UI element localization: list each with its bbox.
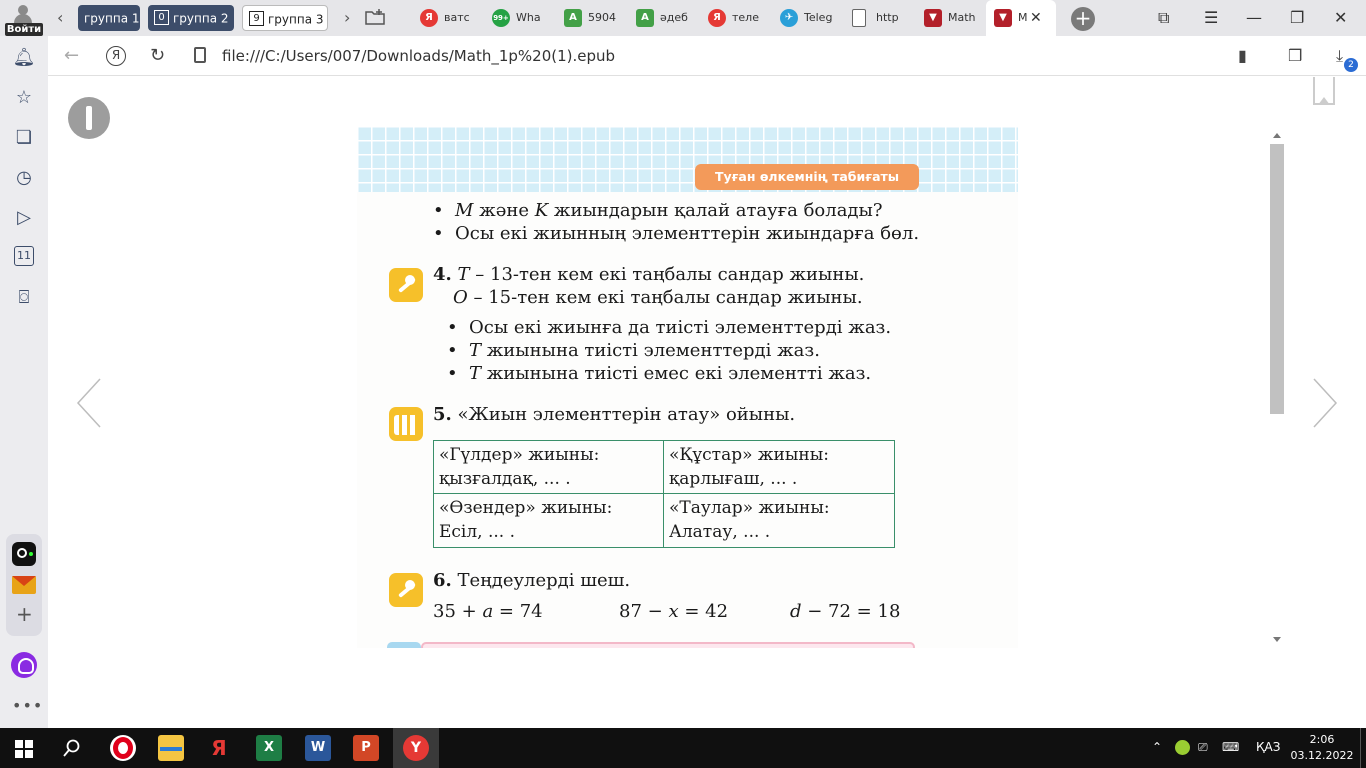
chevron-up-icon[interactable]: ⌃ [1152, 740, 1163, 754]
book-page [357, 126, 1018, 648]
taskbar [0, 728, 1366, 768]
download-badge: 2 [1344, 58, 1358, 72]
word-icon[interactable]: W [305, 735, 331, 761]
app-tray-icon[interactable] [1175, 740, 1190, 755]
table-cell: «Таулар» жиыны: Алатау, ... . [669, 498, 830, 542]
next-task-frame [421, 642, 915, 648]
url-text: file:///C:/Users/007/Downloads/Math_1p%20(1).epub [222, 47, 616, 65]
star-icon[interactable]: ☆ [15, 87, 33, 108]
yandex-browser-icon[interactable]: Y [403, 735, 429, 761]
yandex-icon[interactable]: Я [211, 736, 227, 760]
document-icon [852, 9, 866, 27]
toc-button[interactable] [68, 97, 110, 139]
chapter-title: Туған өлкемнің табиғаты [695, 164, 919, 190]
scroll-thumb[interactable] [1270, 144, 1284, 414]
back-icon[interactable]: ← [64, 45, 80, 66]
chevron-right-icon [1300, 377, 1340, 429]
scroll-up-icon[interactable] [1273, 133, 1281, 138]
tab-current[interactable]: ▼ M ✕ [986, 0, 1056, 36]
bookmark-icon[interactable]: ▮ [1238, 46, 1247, 65]
tabs-overview-icon[interactable]: ⧉ [1158, 8, 1170, 27]
bullet-line: • Осы екі жиынның элементтерін жиындарға бөл. [433, 223, 920, 244]
tab-group-3[interactable]: 9 группа 3 [242, 5, 328, 31]
tab-6[interactable]: ✈ Teleg [772, 0, 840, 36]
counter-icon[interactable]: 11 [14, 246, 34, 266]
bell-icon[interactable]: 🔔︎ [12, 47, 36, 68]
whatsapp-icon: 99+ [492, 9, 510, 27]
yandex-icon: Я [708, 9, 726, 27]
a-icon: A [636, 9, 654, 27]
pin-icon [389, 573, 423, 607]
windows-start-icon[interactable] [15, 740, 33, 758]
profile-button[interactable] [2, 2, 44, 36]
chevron-right-icon[interactable]: › [344, 8, 351, 27]
bullet-line: • T жиынына тиісті емес екі элементті жаз. [447, 363, 872, 384]
app-icon[interactable] [12, 542, 36, 566]
network-icon[interactable]: ⎚ [1198, 740, 1208, 754]
next-page-button[interactable] [1300, 377, 1340, 429]
new-tab-button[interactable]: + [1071, 7, 1095, 31]
close-window-icon[interactable]: ✕ [1334, 8, 1348, 27]
url-field[interactable] [188, 42, 1228, 70]
tab-8[interactable]: ▼ Math [916, 0, 984, 36]
equation: d − 72 = 18 [790, 601, 901, 622]
yandex-icon: Я [420, 9, 438, 27]
tab-7[interactable]: http [844, 0, 912, 36]
table-cell: «Гүлдер» жиыны: қызғалдақ, ... . [434, 441, 664, 494]
opera-icon[interactable] [110, 735, 136, 761]
table-cell: «Құстар» жиыны: қарлығаш, ... . [664, 441, 894, 494]
tab-group-1[interactable]: группа 1 [78, 5, 140, 31]
book-reader-icon: ▼ [924, 9, 942, 27]
scrollbar[interactable] [1270, 130, 1284, 648]
task-4-line-2: O – 15-тен кем екі таңбалы сандар жиыны. [453, 287, 863, 308]
alice-icon[interactable] [11, 652, 37, 678]
search-icon[interactable] [63, 739, 81, 757]
reload-icon[interactable]: ↻ [150, 45, 166, 66]
history-icon[interactable]: ◷ [16, 167, 32, 188]
reader-icon[interactable]: ❒ [1288, 46, 1303, 65]
bullet-line: • Осы екі жиынға да тиісті элементтерді жаз. [447, 317, 892, 338]
bullet-line: • T жиынына тиісті элементтерді жаз. [447, 340, 820, 361]
folder-icon[interactable] [158, 735, 184, 761]
play-icon[interactable]: ▷ [17, 207, 31, 228]
excel-icon[interactable]: X [256, 735, 282, 761]
chevron-left-icon [74, 377, 114, 429]
tab-1[interactable]: Я ватс [412, 0, 480, 36]
language-indicator[interactable]: ҚАЗ [1256, 740, 1281, 754]
telegram-icon: ✈ [780, 9, 798, 27]
equation: 87 − x = 42 [619, 601, 729, 622]
book-reader-icon: ▼ [994, 9, 1012, 27]
add-icon[interactable]: + [16, 602, 33, 626]
page-bookmark-icon[interactable] [1313, 77, 1335, 105]
restore-icon[interactable]: ❐ [1290, 8, 1305, 27]
task-5-line: 5. «Жиын элементтерін атау» ойыны. [433, 404, 796, 425]
game-table [433, 440, 895, 548]
a-icon: A [564, 9, 582, 27]
profile-label: Войти [6, 24, 42, 35]
group-work-icon [389, 407, 423, 441]
show-desktop[interactable] [1360, 728, 1361, 768]
minimize-icon[interactable]: — [1246, 8, 1262, 27]
clock[interactable]: 2:06 03.12.2022 [1290, 733, 1354, 762]
bullet-line: • M және K жиындарын қалай атауға болады? [433, 200, 883, 221]
powerpoint-icon[interactable]: P [353, 735, 379, 761]
collections-icon[interactable]: ❏ [15, 127, 33, 148]
address-bar [48, 36, 1366, 76]
pin-icon [389, 268, 423, 302]
tab-3[interactable]: A 5904 [556, 0, 624, 36]
chevron-left-icon[interactable]: ‹ [57, 8, 64, 27]
camera-icon[interactable]: ⌼ [18, 287, 30, 308]
tab-group-2[interactable]: 0 группа 2 [148, 5, 234, 31]
menu-icon[interactable]: ☰ [1204, 8, 1219, 27]
tab-4[interactable]: A әдеб [628, 0, 696, 36]
equation: 35 + a = 74 [433, 601, 543, 622]
scroll-down-icon[interactable] [1273, 637, 1281, 642]
reader-area [48, 77, 1366, 728]
tab-2[interactable]: 99+ Wha [484, 0, 552, 36]
yandex-logo-icon[interactable]: Я [106, 46, 126, 66]
keyboard-icon[interactable]: ⌨ [1222, 740, 1240, 754]
table-cell: «Өзендер» жиыны: Есіл, ... . [434, 494, 664, 547]
sidebar [0, 36, 48, 728]
task-4-line-1: 4. T – 13-тен кем екі таңбалы сандар жиыны. [433, 264, 865, 285]
download-icon[interactable]: ⤓ [1336, 46, 1344, 65]
file-icon [194, 47, 206, 63]
prev-page-button[interactable] [74, 377, 114, 429]
task-6-line: 6. Теңдеулерді шеш. [433, 570, 631, 591]
tab-strip [0, 0, 1366, 36]
new-group-icon[interactable] [364, 8, 386, 26]
sidebar-apps [6, 534, 42, 636]
task-icon-partial [387, 642, 421, 648]
close-tab-icon[interactable]: ✕ [1030, 10, 1042, 26]
tab-5[interactable]: Я теле [700, 0, 768, 36]
more-icon[interactable]: ••• [12, 696, 44, 715]
mail-icon[interactable] [12, 576, 36, 594]
